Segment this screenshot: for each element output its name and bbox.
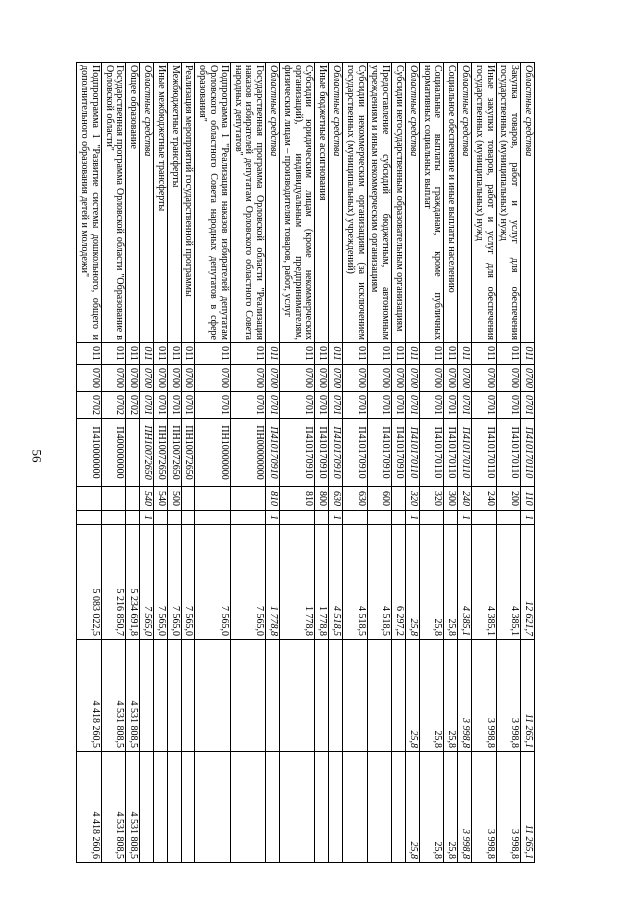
table-row	[126, 63, 140, 863]
section-code-cell: 0700	[419, 365, 444, 392]
target-article-cell: П410170910	[343, 419, 368, 487]
table-row	[230, 63, 265, 863]
table-row	[458, 63, 472, 863]
source-code-cell: 1	[266, 511, 280, 525]
expense-type-cell	[126, 487, 140, 511]
row-name-cell: Субсидии некоммерческим организациям (за исключением государственных (муниципальных) учреждений)	[343, 63, 368, 343]
amount-year2-cell	[167, 640, 181, 752]
row-name-cell: Реализация мероприятий государственной программы	[181, 63, 195, 343]
grbs-code-cell: 011	[77, 343, 102, 365]
amount-year2-cell: 4 418 260,5	[77, 640, 102, 752]
subsection-code-cell: 0701	[140, 392, 154, 419]
amount-year3-cell: 4 531 808,5	[126, 752, 140, 863]
subsection-code-cell: 0702	[126, 392, 140, 419]
row-name-cell: Областные средства	[458, 63, 472, 343]
table-row	[444, 63, 458, 863]
expense-type-cell: 240	[472, 487, 497, 511]
table-row	[419, 63, 444, 863]
table-row	[343, 63, 368, 863]
grbs-code-cell: 011	[367, 343, 392, 365]
grbs-code-cell: 011	[343, 343, 368, 365]
target-article-cell: П410170910	[329, 419, 343, 487]
amount-year1-cell: 5 083 022,5	[77, 525, 102, 640]
section-code-cell: 0700	[195, 365, 230, 392]
amount-year2-cell: 3 998,8	[472, 640, 497, 752]
source-code-cell	[154, 511, 168, 525]
row-name-cell: Субсидии юридическим лицам (кроме некоммерческих организаций), индивидуальным предпринимателям, физическим лицам – производителям товаров, работ, услуг	[280, 63, 315, 343]
amount-year1-cell: 7 565,0	[167, 525, 181, 640]
amount-year1-cell: 4 518,5	[329, 525, 343, 640]
section-code-cell: 0700	[230, 365, 265, 392]
expense-type-cell: 200	[496, 487, 521, 511]
subsection-code-cell: 0701	[392, 392, 406, 419]
target-article-cell	[126, 419, 140, 487]
grbs-code-cell: 011	[181, 343, 195, 365]
source-code-cell	[496, 511, 521, 525]
table-row	[329, 63, 343, 863]
rotated-table-container	[60, 62, 535, 862]
grbs-code-cell: 011	[280, 343, 315, 365]
amount-year1-cell: 7 565,0	[230, 525, 265, 640]
amount-year3-cell	[195, 752, 230, 863]
amount-year2-cell: 3 998,8	[496, 640, 521, 752]
table-row	[266, 63, 280, 863]
row-name-cell: Иные закупки товаров, работ и услуг для обеспечения государственных (муниципальных) нужд	[472, 63, 497, 343]
amount-year1-cell: 4 385,1	[472, 525, 497, 640]
target-article-cell: П410170110	[458, 419, 472, 487]
subsection-code-cell: 0701	[521, 392, 535, 419]
expense-type-cell: 240	[458, 487, 472, 511]
amount-year2-cell: 4 531 808,5	[126, 640, 140, 752]
amount-year3-cell	[230, 752, 265, 863]
expense-type-cell	[230, 487, 265, 511]
table-row	[521, 63, 535, 863]
amount-year2-cell	[392, 640, 406, 752]
amount-year3-cell: 4 531 808,5	[101, 752, 126, 863]
amount-year2-cell	[343, 640, 368, 752]
amount-year2-cell	[280, 640, 315, 752]
subsection-code-cell: 0701	[280, 392, 315, 419]
table-row	[392, 63, 406, 863]
row-name-cell: Межбюджетные трансферты	[167, 63, 181, 343]
source-code-cell: 1	[406, 511, 420, 525]
amount-year1-cell: 7 565,0	[195, 525, 230, 640]
section-code-cell: 0700	[140, 365, 154, 392]
section-code-cell: 0700	[315, 365, 329, 392]
section-code-cell: 0700	[280, 365, 315, 392]
subsection-code-cell: 0701	[230, 392, 265, 419]
amount-year3-cell	[329, 752, 343, 863]
expense-type-cell: 810	[266, 487, 280, 511]
section-code-cell: 0700	[367, 365, 392, 392]
grbs-code-cell: 011	[315, 343, 329, 365]
table-row	[181, 63, 195, 863]
amount-year1-cell: 25,8	[406, 525, 420, 640]
grbs-code-cell: 011	[392, 343, 406, 365]
amount-year2-cell: 25,8	[419, 640, 444, 752]
grbs-code-cell: 011	[230, 343, 265, 365]
subsection-code-cell: 0701	[496, 392, 521, 419]
table-row	[195, 63, 230, 863]
section-code-cell: 0700	[521, 365, 535, 392]
grbs-code-cell: 011	[419, 343, 444, 365]
subsection-code-cell: 0701	[167, 392, 181, 419]
row-name-cell: Областные средства	[406, 63, 420, 343]
expense-type-cell: 630	[343, 487, 368, 511]
subsection-code-cell: 0701	[181, 392, 195, 419]
grbs-code-cell: 011	[496, 343, 521, 365]
table-row	[496, 63, 521, 863]
target-article-cell: П410170110	[496, 419, 521, 487]
table-row	[315, 63, 329, 863]
grbs-code-cell: 011	[329, 343, 343, 365]
row-name-cell: Социальное обеспечение и иные выплаты населению	[444, 63, 458, 343]
subsection-code-cell: 0701	[406, 392, 420, 419]
target-article-cell: П410170910	[392, 419, 406, 487]
grbs-code-cell: 011	[101, 343, 126, 365]
section-code-cell: 0700	[167, 365, 181, 392]
page-number: 56	[29, 449, 45, 463]
amount-year2-cell	[230, 640, 265, 752]
grbs-code-cell: 011	[458, 343, 472, 365]
subsection-code-cell: 0702	[77, 392, 102, 419]
amount-year2-cell	[195, 640, 230, 752]
amount-year1-cell: 5 234 691,8	[126, 525, 140, 640]
amount-year1-cell: 4 518,5	[367, 525, 392, 640]
amount-year3-cell: 4 418 260,6	[77, 752, 102, 863]
amount-year3-cell: 25,8	[444, 752, 458, 863]
expense-type-cell: 540	[140, 487, 154, 511]
section-code-cell: 0700	[406, 365, 420, 392]
amount-year2-cell: 3 998,8	[458, 640, 472, 752]
target-article-cell: П410170110	[521, 419, 535, 487]
grbs-code-cell: 011	[140, 343, 154, 365]
grbs-code-cell: 011	[126, 343, 140, 365]
row-name-cell: Закупка товаров, работ и услуг для обеспечения государственных (муниципальных) нужд	[496, 63, 521, 343]
amount-year1-cell: 7 565,0	[154, 525, 168, 640]
grbs-code-cell: 011	[266, 343, 280, 365]
amount-year2-cell	[329, 640, 343, 752]
row-name-cell: Областные средства	[521, 63, 535, 343]
grbs-code-cell: 011	[195, 343, 230, 365]
amount-year3-cell: 3 998,8	[496, 752, 521, 863]
row-name-cell: Подпрограмма 1 "Развитие системы дошкольного, общего и дополнительного образования детей и молодежи"	[77, 63, 102, 343]
target-article-cell: П410170910	[280, 419, 315, 487]
subsection-code-cell: 0701	[419, 392, 444, 419]
amount-year3-cell	[266, 752, 280, 863]
amount-year2-cell	[315, 640, 329, 752]
amount-year3-cell	[315, 752, 329, 863]
amount-year1-cell: 4 385,1	[458, 525, 472, 640]
grbs-code-cell: 011	[472, 343, 497, 365]
row-name-cell: Областные средства	[266, 63, 280, 343]
row-name-cell: Иные бюджетные ассигнования	[315, 63, 329, 343]
amount-year1-cell: 1 778,8	[280, 525, 315, 640]
subsection-code-cell: 0701	[472, 392, 497, 419]
amount-year1-cell: 5 216 850,7	[101, 525, 126, 640]
row-name-cell: Общее образование	[126, 63, 140, 343]
table-row	[77, 63, 102, 863]
section-code-cell: 0700	[496, 365, 521, 392]
subsection-code-cell: 0701	[154, 392, 168, 419]
amount-year3-cell: 25,8	[419, 752, 444, 863]
source-code-cell: 1	[140, 511, 154, 525]
section-code-cell: 0700	[101, 365, 126, 392]
expense-type-cell: 110	[521, 487, 535, 511]
source-code-cell	[230, 511, 265, 525]
target-article-cell: ПН00000000	[230, 419, 265, 487]
amount-year2-cell: 25,8	[406, 640, 420, 752]
amount-year2-cell	[140, 640, 154, 752]
subsection-code-cell: 0701	[329, 392, 343, 419]
expense-type-cell: 500	[167, 487, 181, 511]
amount-year1-cell: 25,8	[419, 525, 444, 640]
subsection-code-cell: 0701	[195, 392, 230, 419]
budget-table	[76, 62, 535, 863]
amount-year1-cell: 12 621,7	[521, 525, 535, 640]
subsection-code-cell: 0701	[315, 392, 329, 419]
amount-year3-cell	[167, 752, 181, 863]
target-article-cell: ПН10072650	[140, 419, 154, 487]
subsection-code-cell: 0701	[458, 392, 472, 419]
target-article-cell: П400000000	[101, 419, 126, 487]
expense-type-cell	[101, 487, 126, 511]
row-name-cell: Подпрограмма 1 "Реализация наказов избирателей депутатам Орловского областного Совета народных депутатов в сфере образования"	[195, 63, 230, 343]
row-name-cell: Иные межбюджетные трансферты	[154, 63, 168, 343]
amount-year1-cell: 4 518,5	[343, 525, 368, 640]
amount-year1-cell: 7 565,0	[140, 525, 154, 640]
section-code-cell: 0700	[266, 365, 280, 392]
target-article-cell: П410170110	[406, 419, 420, 487]
target-article-cell: П410170110	[472, 419, 497, 487]
row-name-cell: Государственная программа Орловской области "Образование в Орловской области"	[101, 63, 126, 343]
row-name-cell: Областные средства	[329, 63, 343, 343]
table-row	[472, 63, 497, 863]
expense-type-cell	[392, 487, 406, 511]
target-article-cell: ПН10072650	[167, 419, 181, 487]
source-code-cell	[419, 511, 444, 525]
target-article-cell: П410170910	[266, 419, 280, 487]
table-row	[406, 63, 420, 863]
grbs-code-cell: 011	[167, 343, 181, 365]
section-code-cell: 0700	[329, 365, 343, 392]
amount-year1-cell: 1 778,8	[315, 525, 329, 640]
source-code-cell	[315, 511, 329, 525]
source-code-cell	[195, 511, 230, 525]
table-row	[280, 63, 315, 863]
amount-year3-cell	[392, 752, 406, 863]
amount-year3-cell	[343, 752, 368, 863]
source-code-cell	[77, 511, 102, 525]
section-code-cell: 0700	[154, 365, 168, 392]
amount-year3-cell: 25,8	[406, 752, 420, 863]
expense-type-cell: 300	[444, 487, 458, 511]
subsection-code-cell: 0701	[367, 392, 392, 419]
source-code-cell	[167, 511, 181, 525]
section-code-cell: 0700	[343, 365, 368, 392]
grbs-code-cell: 011	[444, 343, 458, 365]
table-row	[154, 63, 168, 863]
section-code-cell: 0700	[126, 365, 140, 392]
amount-year3-cell: 11 265,1	[521, 752, 535, 863]
target-article-cell: ПН10000000	[195, 419, 230, 487]
source-code-cell	[280, 511, 315, 525]
table-row	[101, 63, 126, 863]
amount-year1-cell: 4 385,1	[496, 525, 521, 640]
subsection-code-cell: 0702	[101, 392, 126, 419]
amount-year2-cell: 4 531 808,5	[101, 640, 126, 752]
subsection-code-cell: 0701	[343, 392, 368, 419]
expense-type-cell: 810	[280, 487, 315, 511]
amount-year2-cell	[266, 640, 280, 752]
table-row	[367, 63, 392, 863]
expense-type-cell: 540	[154, 487, 168, 511]
budget-table-body	[77, 63, 535, 863]
target-article-cell: ПН10072650	[181, 419, 195, 487]
grbs-code-cell: 011	[154, 343, 168, 365]
expense-type-cell	[77, 487, 102, 511]
expense-type-cell: 800	[315, 487, 329, 511]
row-name-cell: Государственная программа Орловской области "Реализация наказов избирателей депутатам Орловского областного Совета народных депутатов"	[230, 63, 265, 343]
expense-type-cell: 630	[329, 487, 343, 511]
section-code-cell: 0700	[472, 365, 497, 392]
source-code-cell: 1	[329, 511, 343, 525]
target-article-cell: П410170110	[419, 419, 444, 487]
section-code-cell: 0700	[77, 365, 102, 392]
amount-year2-cell: 25,8	[444, 640, 458, 752]
source-code-cell: 1	[458, 511, 472, 525]
amount-year1-cell: 1 778,8	[266, 525, 280, 640]
amount-year3-cell	[154, 752, 168, 863]
amount-year3-cell	[280, 752, 315, 863]
amount-year1-cell: 25,8	[444, 525, 458, 640]
grbs-code-cell: 011	[406, 343, 420, 365]
amount-year3-cell	[140, 752, 154, 863]
section-code-cell: 0700	[444, 365, 458, 392]
source-code-cell: 1	[521, 511, 535, 525]
expense-type-cell: 600	[367, 487, 392, 511]
target-article-cell: П410170110	[444, 419, 458, 487]
amount-year3-cell	[181, 752, 195, 863]
subsection-code-cell: 0701	[444, 392, 458, 419]
source-code-cell	[392, 511, 406, 525]
row-name-cell: Субсидии негосударственным образовательным организациям	[392, 63, 406, 343]
expense-type-cell	[195, 487, 230, 511]
source-code-cell	[101, 511, 126, 525]
source-code-cell	[343, 511, 368, 525]
table-row	[140, 63, 154, 863]
amount-year2-cell	[367, 640, 392, 752]
subsection-code-cell: 0701	[266, 392, 280, 419]
target-article-cell: ПН10072650	[154, 419, 168, 487]
expense-type-cell	[181, 487, 195, 511]
row-name-cell: Областные средства	[140, 63, 154, 343]
target-article-cell: П410170910	[367, 419, 392, 487]
expense-type-cell: 320	[419, 487, 444, 511]
amount-year2-cell: 11 265,1	[521, 640, 535, 752]
amount-year3-cell: 3 998,8	[472, 752, 497, 863]
table-row	[167, 63, 181, 863]
amount-year1-cell: 6 297,2	[392, 525, 406, 640]
source-code-cell	[444, 511, 458, 525]
target-article-cell: П410170910	[315, 419, 329, 487]
amount-year3-cell	[367, 752, 392, 863]
section-code-cell: 0700	[458, 365, 472, 392]
row-name-cell: Социальные выплаты гражданам, кроме публичных нормативных социальных выплат	[419, 63, 444, 343]
grbs-code-cell: 011	[521, 343, 535, 365]
amount-year3-cell: 3 998,8	[458, 752, 472, 863]
source-code-cell	[472, 511, 497, 525]
amount-year2-cell	[181, 640, 195, 752]
section-code-cell: 0700	[392, 365, 406, 392]
source-code-cell	[367, 511, 392, 525]
expense-type-cell: 320	[406, 487, 420, 511]
target-article-cell: П410000000	[77, 419, 102, 487]
amount-year2-cell	[154, 640, 168, 752]
section-code-cell: 0700	[181, 365, 195, 392]
amount-year1-cell: 7 565,0	[181, 525, 195, 640]
row-name-cell: Предоставление субсидий бюджетным, автономным учреждениям и иным некоммерческим организациям	[367, 63, 392, 343]
source-code-cell	[181, 511, 195, 525]
source-code-cell	[126, 511, 140, 525]
